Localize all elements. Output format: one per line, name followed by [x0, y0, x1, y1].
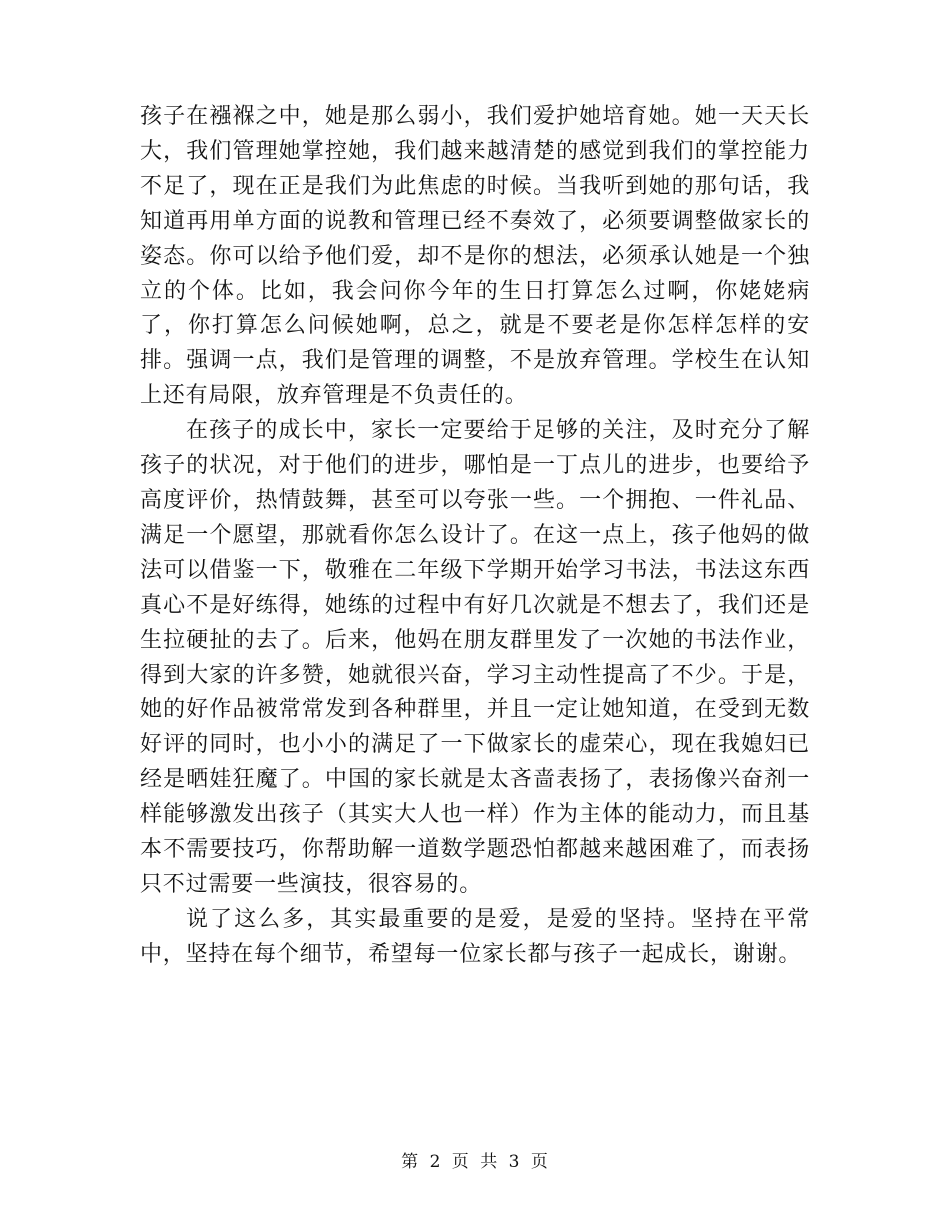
page-number: 第 2 页 共 3 页: [401, 1152, 549, 1172]
document-body: [140, 100, 810, 973]
paragraph-3: 说了这么多，其实最重要的是爱，是爱的坚持。坚持在平常中，坚持在每个细节，希望每一位家长都与孩子一起成长，谢谢。: [140, 906, 810, 967]
paragraph-2: 在孩子的成长中，家长一定要给于足够的关注，及时充分了解孩子的状况，对于他们的进步，哪怕是一丁点儿的进步，也要给予高度评价，热情鼓舞，甚至可以夸张一些。一个拥抱、一件礼品、满足一个愿望，那就看你怎么设计了。在这一点上，孩子他妈的做法可以借鉴一下，敬雅在二年级下学期开始学习书法，书法这东西真心不是好练得，她练的过程中有好几次就是不想去了，我们还是生拉硬扯的去了。后来，他妈在朋友群里发了一次她的书法作业，得到大家的许多赞，她就很兴奋，学习主动性提高了不少。于是，她的好作品被常常发到各种群里，并且一定让她知道，在受到无数好评的同时，也小小的满足了一下做家长的虚荣心，现在我媳妇已经是晒娃狂魔了。中国的家长就是太吝啬表扬了，表扬像兴奋剂一样能够激发出孩子（其实大人也一样）作为主体的能动力，而且基本不需要技巧，你帮助解一道数学题恐怕都越来越困难了，而表扬只不过需要一些演技，很容易的。: [140, 418, 810, 897]
paragraph-1: 孩子在襁褓之中，她是那么弱小，我们爱护她培育她。她一天天长大，我们管理她掌控她，我们越来越清楚的感觉到我们的掌控能力不足了，现在正是我们为此焦虑的时候。当我听到她的那句话，我知道再用单方面的说教和管理已经不奏效了，必须要调整做家长的姿态。你可以给予他们爱，却不是你的想法，必须承认她是一个独立的个体。比如，我会问你今年的生日打算怎么过啊，你姥姥病了，你打算怎么问候她啊，总之，就是不要老是你怎样怎样的安排。强调一点，我们是管理的调整，不是放弃管理。学校生在认知上还有局限，放弃管理是不负责任的。: [140, 104, 810, 409]
